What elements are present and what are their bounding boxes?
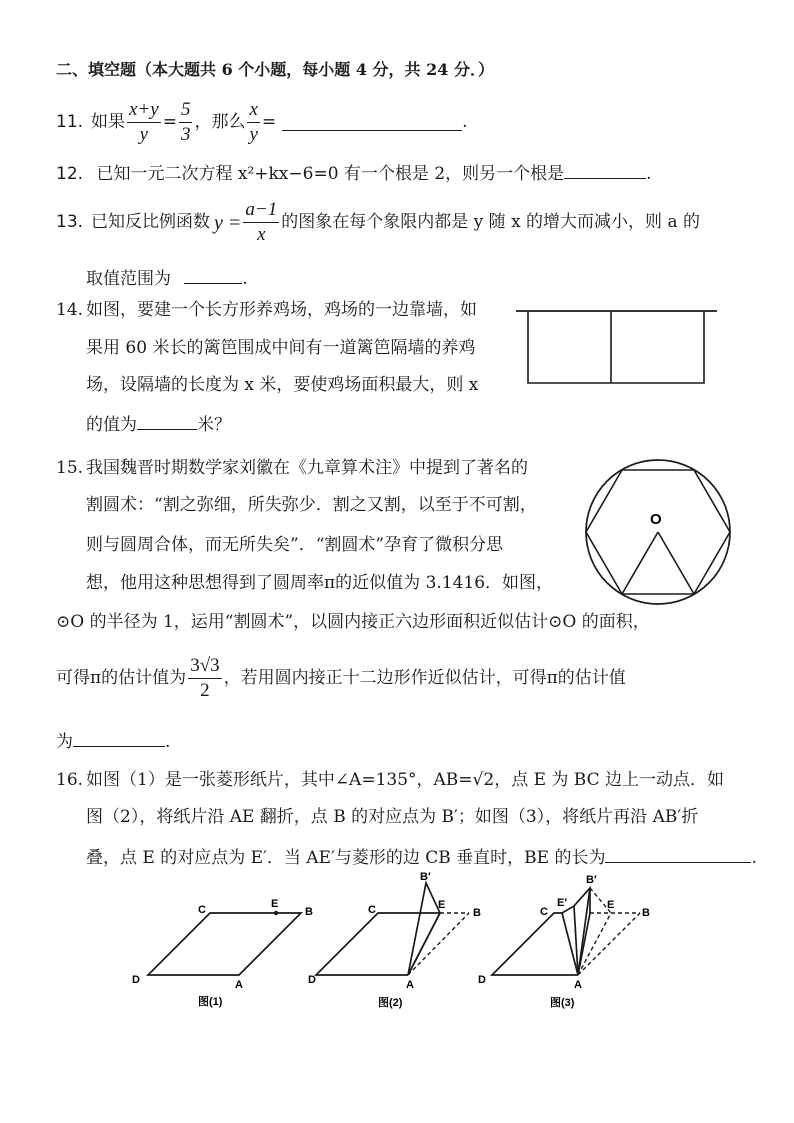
q11-answer-blank[interactable] <box>282 114 462 131</box>
fig1-caption: 图(1) <box>198 996 223 1008</box>
circle-hexagon-diagram <box>580 452 740 612</box>
fig1-rhombus-shape <box>148 913 301 975</box>
fig3-label-d: D <box>478 974 486 986</box>
q16-line-3 <box>86 846 757 867</box>
fence-outline <box>528 311 704 383</box>
q16-line-1: 如图（1）是一张菱形纸片，其中∠A=135°，AB=√2，点 E 为 BC 边上一动点．如 <box>86 770 725 790</box>
figure-2-rhombus <box>308 868 498 1016</box>
q15-line-6 <box>56 656 626 702</box>
q11-equals: = <box>162 112 177 133</box>
q11-fraction-3: $\frac{x}{y}$ <box>249 99 258 145</box>
fig2-label-a: A <box>406 979 414 991</box>
q15-line-7 <box>56 730 170 751</box>
q15-line-1: 我国魏晋时期数学家刘徽在《九章算术注》中提到了著名的 <box>86 458 528 478</box>
fig2-caption: 图(2) <box>378 997 403 1009</box>
q15-answer-blank[interactable] <box>73 730 165 747</box>
fig2-label-b1: B′ <box>420 871 431 883</box>
q13-fraction: $\frac{a-1}{x}$ <box>245 199 278 245</box>
q15-line-2: 割圆术：“割之弥细，所失弥少．割之又割，以至于不可割， <box>86 495 537 515</box>
q14-line4-post: 米？ <box>197 415 231 435</box>
q15-line7-pre: 为 <box>56 732 73 752</box>
q12-text: 已知一元二次方程 x²+kx−6=0 有一个根是 2，则另一个根是 <box>96 164 565 184</box>
q16-line-2: 图（2），将纸片沿 AE 翻折，点 B 的对应点为 B′；如图（3），将纸片再沿 AB′折 <box>86 807 699 827</box>
fig2-line-ae <box>408 913 440 975</box>
q14-answer-blank[interactable] <box>137 413 197 430</box>
question-11 <box>56 100 468 146</box>
q13-y-eq: y = <box>214 211 242 234</box>
q13-line2-text: 取值范围为 <box>86 269 171 289</box>
q14-number: 14. <box>56 300 84 320</box>
fig2-label-e: E <box>438 899 446 911</box>
radius-right <box>658 532 694 594</box>
fig2-label-d: D <box>308 974 316 986</box>
fig2-folded-triangle <box>408 883 440 975</box>
section-title: 二、填空题（本大题共 6 个小题，每小题 4 分，共 24 分．） <box>56 60 494 79</box>
figure-3-rhombus <box>474 868 674 1016</box>
fig3-label-e1: E′ <box>557 897 567 909</box>
fig3-line-ab1 <box>578 888 590 975</box>
chicken-farm-diagram <box>514 305 720 387</box>
fig3-label-e: E <box>607 899 615 911</box>
q11-period: . <box>462 112 468 133</box>
fig1-label-c: C <box>198 904 206 916</box>
fig2-label-c: C <box>368 904 376 916</box>
q15-fraction: $\frac{3√3}{2}$ <box>190 655 220 701</box>
fig1-label-b: B <box>305 906 313 918</box>
fig2-rhombus-solid <box>316 913 440 975</box>
fig1-point-e <box>274 911 278 915</box>
q14-line-3: 场，设隔墙的长度为 x 米，要使鸡场面积最大，则 x <box>86 375 479 395</box>
q13-answer-blank[interactable] <box>184 267 242 284</box>
q15-line-3: 则与圆周合体，而无所失矣”．“割圆术”孕育了微积分思 <box>86 535 504 555</box>
q12-period: . <box>646 164 652 184</box>
fig1-label-e: E <box>271 898 279 910</box>
q11-number: 11. <box>56 112 84 133</box>
q15-line-4: 想，他用这种思想得到了圆周率π的近似值为 3.1416．如图， <box>86 573 554 593</box>
q13-number: 13. <box>56 212 84 233</box>
fig2-dashed-ab <box>408 913 469 975</box>
fig3-caption: 图(3) <box>550 997 575 1009</box>
q14-line-2: 果用 60 米长的篱笆围成中间有一道篱笆隔墙的养鸡 <box>86 338 476 358</box>
radius-left <box>622 532 658 594</box>
q13-line-2 <box>86 267 248 288</box>
q11-fraction-2: $\frac{5}{3}$ <box>180 99 191 145</box>
fig3-label-b: B <box>642 907 650 919</box>
q16-line3-text: 叠，点 E 的对应点为 E′．当 AE′与菱形的边 CB 垂直时，BE 的长为 <box>86 848 606 868</box>
fig3-dashed-ab <box>578 913 640 975</box>
q11-fraction-1: $\frac{x+y}{y}$ <box>129 99 159 145</box>
q15-period: . <box>165 732 171 752</box>
center-label-o: O <box>650 511 662 528</box>
q15-number: 15. <box>56 458 84 478</box>
q13-pre: 已知反比例函数 <box>91 212 211 233</box>
q14-line4-pre: 的值为 <box>86 415 137 435</box>
fig1-label-d: D <box>132 974 140 986</box>
figure-1-rhombus <box>126 895 316 1015</box>
question-13 <box>56 200 700 246</box>
q14-line-4 <box>86 413 231 434</box>
q15-line-5: ⊙O 的半径为 1，运用“割圆术”，以圆内接正六边形面积近似估计⊙O 的面积， <box>56 612 650 632</box>
fig3-label-b1: B′ <box>586 874 597 886</box>
q12-answer-blank[interactable] <box>564 162 646 179</box>
q12-number: 12. <box>56 164 84 184</box>
fig3-label-c: C <box>540 906 548 918</box>
q14-line-1: 如图，要建一个长方形养鸡场，鸡场的一边靠墙，如 <box>86 300 477 320</box>
q13-period: . <box>242 269 248 289</box>
q11-mid: ，那么 <box>194 112 246 133</box>
fig2-label-b: B <box>473 907 481 919</box>
fig3-label-a: A <box>574 979 582 991</box>
q15-line6-post: ，若用圆内接正十二边形作近似估计，可得π的估计值 <box>223 668 626 689</box>
q11-equals-2: = <box>261 112 277 133</box>
q15-line6-pre: 可得π的估计值为 <box>56 668 187 689</box>
bleed-through-text <box>300 700 310 735</box>
q16-answer-blank[interactable] <box>605 846 751 863</box>
q11-pre: 如果 <box>91 112 126 133</box>
fig1-label-a: A <box>235 979 243 991</box>
q13-post: 的图象在每个象限内都是 y 随 x 的增大而减小，则 a 的 <box>281 212 700 233</box>
question-12 <box>56 162 652 183</box>
q16-number: 16. <box>56 770 84 790</box>
q16-period: . <box>751 848 757 868</box>
